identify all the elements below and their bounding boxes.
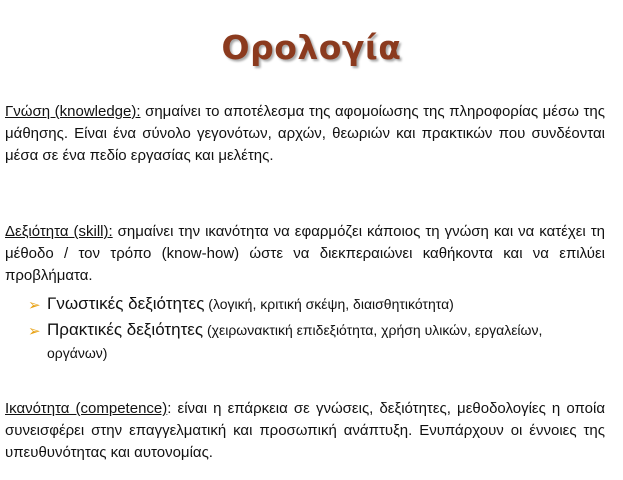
competence-paragraph — [5, 398, 605, 464]
list-item — [28, 319, 603, 365]
bullet-detail: (χειρωνακτική επιδεξιότητα, χρήση υλικών, εργαλείων, οργάνων) — [47, 322, 543, 361]
page-title: Ορολογία — [221, 28, 402, 67]
bullet-heading: Γνωστικές δεξιότητες — [47, 294, 205, 313]
knowledge-definition: σημαίνει το αποτέλεσμα της αφομοίωσης της πληροφορίας μέσω της μάθησης. Είναι ένα σύνολο γεγονότων, αρχών, θεωριών και πρακτικών που συνδέονται μέσα σε ένα πεδίο εργασίας και μελέτης. — [5, 103, 605, 164]
arrow-bullet-icon: ➢ — [28, 297, 41, 314]
list-item — [28, 293, 603, 316]
bullet-heading: Πρακτικές δεξιότητες — [47, 320, 204, 339]
competence-term: Ικανότητα (competence) — [5, 400, 168, 417]
bullet-detail: (λογική, κριτική σκέψη, διαισθητικότητα) — [204, 296, 454, 312]
competence-definition: : είναι η επάρκεια σε γνώσεις, δεξιότητες, μεθοδολογίες η οποία συνεισφέρει στην επαγγελματική και προσωπική ανάπτυξη. Ενυπάρχουν οι έννοιες της υπευθυνότητας και αυτονομίας. — [5, 400, 605, 461]
skill-paragraph — [5, 221, 605, 287]
skill-types-list — [28, 293, 603, 368]
knowledge-paragraph — [5, 101, 605, 167]
knowledge-term: Γνώση (knowledge): — [5, 103, 141, 120]
skill-term: Δεξιότητα (skill): — [5, 223, 113, 240]
skill-definition: σημαίνει την ικανότητα να εφαρμόζει κάποιος τη γνώση και να κατέχει τη μέθοδο / τον τρόπο (know-how) ώστε να διεκπεραιώνει καθήκοντα και να επιλύει προβλήματα. — [5, 223, 605, 284]
arrow-bullet-icon: ➢ — [28, 323, 41, 340]
